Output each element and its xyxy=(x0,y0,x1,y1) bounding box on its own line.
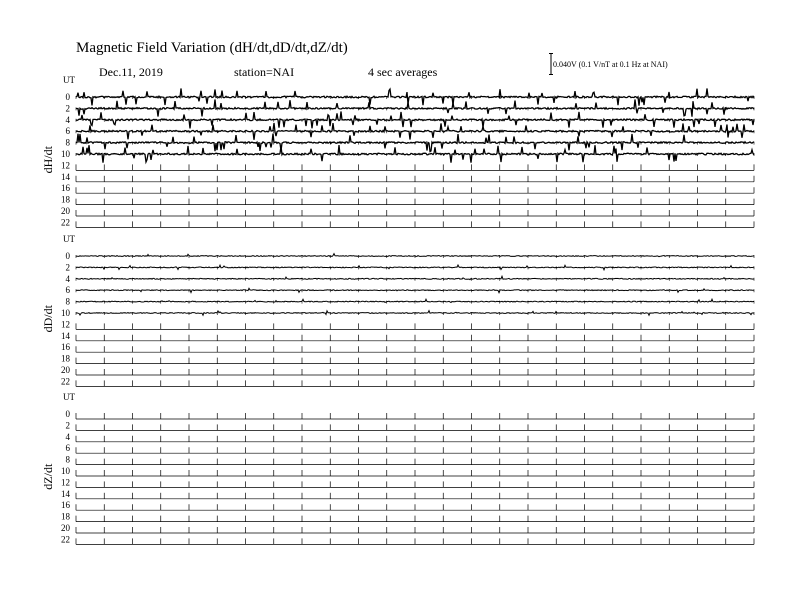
row-label: 20 xyxy=(61,365,70,375)
row-label: 8 xyxy=(65,454,70,465)
row-label: 16 xyxy=(61,500,70,511)
row-label: 14 xyxy=(61,330,70,341)
ut-label: UT xyxy=(63,75,75,85)
row-label: 18 xyxy=(61,194,70,205)
row-label: 18 xyxy=(61,353,70,364)
panel-label: dD/dt xyxy=(41,305,55,333)
panel-label: dH/dt xyxy=(41,146,55,174)
date-label: Dec.11, 2019 xyxy=(99,65,163,79)
chart-title: Magnetic Field Variation (dH/dt,dD/dt,dZ/dt) xyxy=(76,40,348,56)
scale-label: 0.040V (0.1 V/nT at 0.1 Hz at NAI) xyxy=(553,60,668,69)
averaging-label: 4 sec averages xyxy=(368,65,438,79)
row-label: 0 xyxy=(65,409,70,419)
row-label: 0 xyxy=(65,251,70,261)
row-label: 22 xyxy=(61,534,70,545)
row-label: 22 xyxy=(61,376,70,387)
row-label: 20 xyxy=(61,523,70,533)
row-label: 8 xyxy=(65,296,70,307)
row-label: 20 xyxy=(61,206,70,216)
row-label: 2 xyxy=(65,262,70,273)
row-label: 12 xyxy=(61,319,70,330)
row-label: 4 xyxy=(65,431,70,442)
row-label: 10 xyxy=(61,149,70,159)
row-label: 10 xyxy=(61,308,70,318)
row-label: 16 xyxy=(61,342,70,353)
row-label: 6 xyxy=(65,285,70,296)
row-label: 6 xyxy=(65,126,70,137)
ut-label: UT xyxy=(63,234,75,244)
row-label: 2 xyxy=(65,103,70,114)
row-label: 8 xyxy=(65,137,70,148)
row-label: 14 xyxy=(61,171,70,182)
row-label: 0 xyxy=(65,92,70,102)
row-label: 12 xyxy=(61,160,70,171)
row-label: 18 xyxy=(61,511,70,522)
station-label: station=NAI xyxy=(234,65,295,79)
row-label: 22 xyxy=(61,217,70,228)
ut-label: UT xyxy=(63,392,75,402)
row-label: 14 xyxy=(61,488,70,499)
row-label: 6 xyxy=(65,443,70,454)
row-label: 16 xyxy=(61,183,70,194)
row-label: 2 xyxy=(65,420,70,431)
panel-label: dZ/dt xyxy=(41,463,55,490)
row-label: 10 xyxy=(61,466,70,476)
row-label: 12 xyxy=(61,477,70,488)
row-label: 4 xyxy=(65,114,70,125)
row-label: 4 xyxy=(65,273,70,284)
